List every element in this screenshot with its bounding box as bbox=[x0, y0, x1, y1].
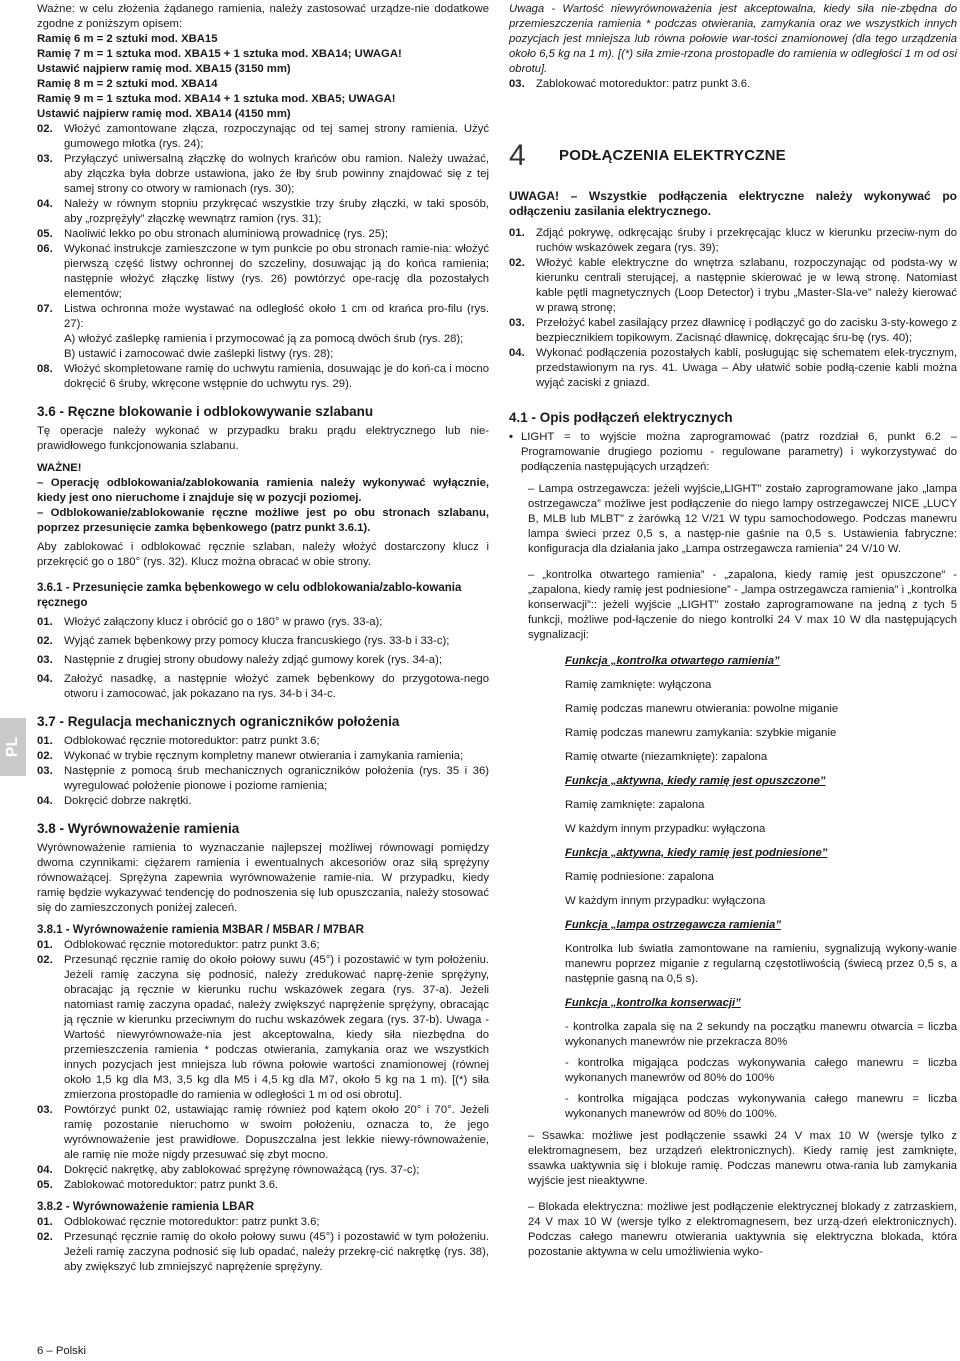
intro-line: Ramię 7 m = 1 sztuka mod. XBA15 + 1 sztuka mod. XBA14; UWAGA! bbox=[37, 48, 402, 60]
paragraph: – Blokada elektryczna: możliwe jest podłączenie elektrycznej blokady z zatrzaskiem, 24 V max 10 W (wersje tylko z elektromagnesem, bez urzą-dzeń elektronicznych). Podczas całego manewru otwierania uaktywnia się elektryczna blokada, która pozostanie aktywna w celu umożliwienia wyko- bbox=[528, 1201, 957, 1258]
paragraph: Tę operacje należy wykonać w przypadku braku prądu elektrycznego lub nie-prawidłowego funkcjonowania szlabanu. bbox=[37, 425, 489, 452]
page-footer: 6 – Polski bbox=[37, 1345, 86, 1357]
list-item: 06. Wykonać instrukcje zamieszczone w tym punkcie po obu stronach ramie-nia: włożyć pierwszą część listwy ochronnej do szczeliny, dosuwając ją do końca ramienia; następnie włożyć złączkę listwy (rys. 26) powtórzyć ope-rację dla pozostałych elementów; bbox=[37, 243, 489, 300]
function-line: Ramię podczas manewru otwierania: powolne miganie bbox=[565, 703, 839, 715]
subsection-heading: 3.8.2 - Wyrównoważenie ramienia LBAR bbox=[37, 1201, 255, 1213]
function-line: Kontrolka lub światła zamontowane na ramieniu, sygnalizują wykony-wanie manewru poprzez miganie z regularną częstotliwością (świecą przez 0,5 s, a następnie gasną na 0,5 s). bbox=[565, 943, 957, 985]
function-line: Ramię zamknięte: zapalona bbox=[565, 799, 705, 811]
warning-text: UWAGA! – Wszystkie podłączenia elektryczne należy wykonywać po odłączeniu zasilania elektrycznego. bbox=[509, 189, 957, 218]
list-item: 04. Założyć nasadkę, a następnie włożyć zamek bębenkowy do przygotowa-nego otworu i zamocować, jak pokazano na rys. 34-b i 34-c. bbox=[37, 673, 489, 700]
list-item: 04. Należy w równym stopniu przykręcać wszystkie trzy śruby złączki, w taki sposób, aby „rozprężyły” złączkę wewnątrz ramion (rys. 31); bbox=[37, 198, 489, 225]
list-item: 01. Włożyć załączony klucz i obrócić go o 180° w prawo (rys. 33-a); bbox=[37, 616, 383, 628]
function-line: W każdym innym przypadku: wyłączona bbox=[565, 823, 766, 835]
right-column bbox=[509, 0, 957, 1260]
list-item: 04. Dokręcić nakrętkę, aby zablokować sprężynę równoważącą (rys. 37-c); bbox=[37, 1164, 420, 1176]
list-item: 03. Następnie z pomocą śrub mechanicznych ograniczników położenia (rys. 35 i 36) wyregulować położenie pionowe i poziome ramienia; bbox=[37, 765, 489, 792]
list-item: 03. Przełożyć kabel zasilający przez dławnicę i podłączyć go do zacisku 3-sty-kowego z bezpiecznikiem topikowym. Zacisnąć dławnicę, dokręcając śru-bę (rys. 40); bbox=[509, 317, 957, 344]
substep: A) włożyć zaślepkę ramienia i przymocować ją za pomocą dwóch śrub (rys. 28); bbox=[64, 333, 464, 345]
function-title: Funkcja „lampa ostrzegawcza ramienia” bbox=[565, 919, 781, 931]
intro-line: Ramię 6 m = 2 sztuki mod. XBA15 bbox=[37, 33, 218, 45]
function-line: - kontrolka migająca podczas wykonywania całego manewru = liczba wykonanych manewrów od 80% do 100% bbox=[565, 1057, 957, 1084]
function-title: Funkcja „kontrolka konserwacji” bbox=[565, 997, 741, 1009]
subsection-heading: 3.6.1 - Przesunięcie zamka bębenkowego w celu odblokowania/zablo-kowania ręcznego bbox=[37, 582, 462, 609]
list-item: 08. Włożyć skompletowane ramię do uchwytu ramienia, dosuwając je do koń-ca i mocno dokręcić 6 śruby, wkręcone wstępnie do uchwytu rys. 29). bbox=[37, 363, 489, 390]
intro-line: Ramię 9 m = 1 sztuka mod. XBA14 + 1 sztuka mod. XBA5; UWAGA! bbox=[37, 93, 396, 105]
chapter-title: PODŁĄCZENIA ELEKTRYCZNE bbox=[559, 147, 786, 164]
list-item: 03. Przyłączyć uniwersalną złączkę do wolnych krańców obu ramion. Należy uważać, aby złączka była dobrze ustawiona, jako że łby śrub powinny znajdować się z tej samej strony co otwory w ramionach (rys. 30); bbox=[37, 153, 489, 195]
subsection-heading: 3.8.1 - Wyrównoważenie ramienia M3BAR / M5BAR / M7BAR bbox=[37, 924, 364, 936]
section-heading: 3.8 - Wyrównoważenie ramienia bbox=[37, 821, 240, 836]
list-item: 02. Przesunąć ręcznie ramię do około połowy suwu (45°) i pozostawić w tym położeniu. Jeżeli ramię zaczyna podnosić się lub opadać, należy przekrę-cić nakrętkę (rys. 38), aby zwiększyć lub zmniejszyć naprężenie sprężyny. bbox=[37, 1231, 489, 1273]
list-item: 02. Wyjąć zamek bębenkowy przy pomocy klucza francuskiego (rys. 33-b i 33-c); bbox=[37, 635, 450, 647]
list-item: 01. Odblokować ręcznie motoreduktor: patrz punkt 3.6; bbox=[37, 939, 320, 951]
intro-line: Ustawić najpierw ramię mod. XBA14 (4150 mm) bbox=[37, 108, 291, 120]
list-item: 05. Zablokować motoreduktor: patrz punkt 3.6. bbox=[37, 1179, 279, 1191]
section-heading: 4.1 - Opis podłączeń elektrycznych bbox=[509, 410, 733, 425]
chapter-number: 4 bbox=[509, 139, 526, 172]
section-heading: 3.7 - Regulacja mechanicznych ograniczników położenia bbox=[37, 714, 400, 729]
paragraph: – Lampa ostrzegawcza: jeżeli wyjście„LIGHT” zostało zaprogramowane jako „lampa ostrzegawcza” możliwe jest podłączenie do niego lampy ostrzegawczej NICE „LUCY B, MLB lub MLBT” z żarówką 12 V/21 W typu samochodowego. Podczas manewru lampa świeci przez 0,5 s, a następ-nie gaśnie na 0,5 s. Ustawienia fabryczne: konfiguracja dla działania jako „Lampa ostrzegawcza ramienia” 24 V/10 W. bbox=[528, 483, 957, 555]
list-item: 01. Odblokować ręcznie motoreduktor: patrz punkt 3.6; bbox=[37, 1216, 320, 1228]
left-column bbox=[37, 0, 489, 1275]
list-item: 02. Włożyć kable elektryczne do wnętrza szlabanu, rozpoczynając od podsta-wy w kierunku centrali sterującej, a następnie skierować je w lewą stronę. Natomiast kable pętli magnetycznych (Loop Detector) i trybu „Master-Sla-ve” należy kierować w prawą stronę; bbox=[509, 257, 957, 314]
intro-note: Ważne: w celu złożenia żądanego ramienia, należy zastosować urządze-nie dodatkowe zgodne z poniższym opisem: bbox=[37, 3, 489, 30]
list-item: 01. Odblokować ręcznie motoreduktor: patrz punkt 3.6; bbox=[37, 735, 320, 747]
function-line: Ramię podniesione: zapalona bbox=[565, 871, 714, 883]
list-item: 04. Wykonać podłączenia pozostałych kabli, posługując się schematem elek-trycznym, przedstawionym na rys. 41. Uwaga – Aby ułatwić sobie podłą-czenie kabli można wyjąć zaciski z gniazd. bbox=[509, 347, 957, 389]
intro-line: Ramię 8 m = 2 sztuki mod. XBA14 bbox=[37, 78, 218, 90]
substep: B) ustawić i zamocować dwie zaślepki listwy (rys. 28); bbox=[64, 348, 334, 360]
list-item: 01. Zdjąć pokrywę, odkręcając śruby i przekręcając klucz w kierunku przeciw-nym do ruchów wskazówek zegara (rys. 39); bbox=[509, 227, 957, 254]
note-italic: Uwaga - Wartość niewyrównoważenia jest akceptowalna, kiedy siła nie-zbędna do przemieszczenia ramienia * podczas otwierania, zamykania oraz we wszystkich innych pozycjach jest mniejsza lub równa połowie war-tości znamionowej (dla tego urządzenia około 6,5 kg na 1 m). [(*) siła zmie-rzona prostopadle do ramienia w odległości 1 m od osi obrotu]. bbox=[509, 3, 957, 75]
list-item: 02. Wykonać w trybie ręcznym kompletny manewr otwierania i zamykania ramienia; bbox=[37, 750, 464, 762]
paragraph: Aby zablokować i odblokować ręcznie szlaban, należy włożyć dostarczony klucz i przekręcić go o 180° (rys. 32). Klucz można obracać w obie strony. bbox=[37, 541, 489, 568]
function-line: Ramię otwarte (niezamknięte): zapalona bbox=[565, 751, 768, 763]
list-item: 03. Powtórzyć punkt 02, ustawiając ramię również pod kątem około 20° i 70°. Jeżeli ramię pozostanie nieruchomo w swoim położeniu, oznacza to, że jego wyrównoważenie jest prawidłowe. Dopuszczalna jest lekkie niewy-równoważenie, ale ramię nie może nigdy przesuwać się zbyt mocno. bbox=[37, 1104, 489, 1161]
list-item: 02. Przesunąć ręcznie ramię do około połowy suwu (45°) i pozostawić w tym położeniu. Jeżeli ramię zaczyna się podnosić, należy zredukować naprę-żenie sprężyny, obracając ją ręcznie w kierunku ruchu wskazówek zegara (rys. 37-a). Jeżeli natomiast ramię zaczyna opadać, należy zwiększyć naprężenie sprężyny, obracając ją ręcznie w kierunku przeciwnym do ruchu wskazówek zegara (rys. 37-b). Uwaga - Wartość niewyrównoważe-nia jest akceptowalna, kiedy siła niezbędna do przemieszczenia ramienia * podczas otwierania, zamykania oraz we wszystkich innych pozycjach jest mniejsza lub równa połowie wartości znamionowej (równej około 1,5 kg dla M3, 3,5 kg dla M5 i 4,5 kg dla M7, około 5 kg na 1 m). [(*) siła zmierzona prostopadle do ramienia w odległości 1 m od osi obrotu]. bbox=[37, 954, 489, 1101]
warning-label: WAŻNE! bbox=[37, 462, 82, 474]
paragraph: – „kontrolka otwartego ramienia” - „zapalona, kiedy ramię jest opuszczone” - „zapalona, kiedy ramię jest podniesione” - „lampa ostrzegawcza ramienia” i „kontrolka konserwacji”:: jeżeli wyjście „LIGHT” zostało zaprogramowane na jedną z tych 5 funkcji, możliwe pod-łączenie do niego kontrolki 24 V max 10 W dla następujących sygnalizacji: bbox=[528, 569, 957, 641]
chapter-heading bbox=[509, 139, 957, 172]
list-item: 04. Dokręcić dobrze nakrętki. bbox=[37, 795, 192, 807]
list-item: 02. Włożyć zamontowane złącza, rozpoczynając od tej samej strony ramienia. Użyć gumowego młotka (rys. 24); bbox=[37, 123, 489, 150]
function-title: Funkcja „aktywna, kiedy ramię jest opuszczone” bbox=[565, 775, 826, 787]
list-item: • LIGHT = to wyjście można zaprogramować (patrz rozdział 6, punkt 6.2 – Programowanie drugiego poziomu - regulowane parametry) i wykorzystywać do podłączenia następujących urządzeń: bbox=[509, 431, 957, 473]
function-line: W każdym innym przypadku: wyłączona bbox=[565, 895, 766, 907]
warning-text: – Odblokowanie/zablokowanie ręczne możliwe jest po obu stronach szlabanu, poprzez przesunięcie zamka bębenkowego (patrz punkt 3.6.1). bbox=[37, 507, 489, 534]
intro-line: Ustawić najpierw ramię mod. XBA15 (3150 mm) bbox=[37, 63, 291, 75]
function-line: - kontrolka migająca podczas wykonywania całego manewru = liczba wykonanych manewrów od 80% do 100%. bbox=[565, 1093, 957, 1120]
paragraph: – Ssawka: możliwe jest podłączenie ssawki 24 V max 10 W (wersje tylko z elektromagnesem, bez urządzeń elektronicznych). Kiedy ramię jest zamknięte, ssawka uaktywnia się i blokuje ramię. Podczas manewru otwa-rania lub zamykania wyjście jest nieaktywne. bbox=[528, 1130, 957, 1187]
warning-text: – Operację odblokowania/zablokowania ramienia należy wykonywać wyłącznie, kiedy jest ono nieruchome i znajduje się w pozycji poziomej. bbox=[37, 477, 489, 504]
paragraph: Wyrównoważenie ramienia to wyznaczanie najlepszej możliwej równowagi pomiędzy dwoma czynnikami: ciężarem ramienia i ewentualnych akcesoriów oraz siłą sprężyny równoważącej. Sprężyna zapewnia wyrównoważenie ramie-nia. W przypadku, kiedy ramię będzie wykazywać tendencję do podnoszenia się lub opuszczania, należy stosować się do zamieszczonych poniżej zaleceń. bbox=[37, 842, 489, 914]
list-item: 03. Następnie z drugiej strony obudowy należy zdjąć gumowy korek (rys. 34-a); bbox=[37, 654, 442, 666]
list-item: 05. Naoliwić lekko po obu stronach aluminiową prowadnicę (rys. 25); bbox=[37, 228, 388, 240]
section-heading: 3.6 - Ręczne blokowanie i odblokowywanie szlabanu bbox=[37, 404, 374, 419]
function-title: Funkcja „kontrolka otwartego ramienia” bbox=[565, 655, 780, 667]
list-item: 07. Listwa ochronna może wystawać na odległość około 1 cm od krańca pro-filu (rys. 27): bbox=[37, 303, 489, 330]
function-line: - kontrolka zapala się na 2 sekundy na początku manewru otwarcia = liczba wykonanych manewrów nie przekracza 80% bbox=[565, 1021, 957, 1048]
function-title: Funkcja „aktywna, kiedy ramię jest podniesione” bbox=[565, 847, 828, 859]
function-line: Ramię zamknięte: wyłączona bbox=[565, 679, 712, 691]
function-line: Ramię podczas manewru zamykania: szybkie miganie bbox=[565, 727, 837, 739]
language-tab: PL bbox=[0, 718, 26, 776]
list-item: 03. Zablokować motoreduktor: patrz punkt 3.6. bbox=[509, 78, 751, 90]
